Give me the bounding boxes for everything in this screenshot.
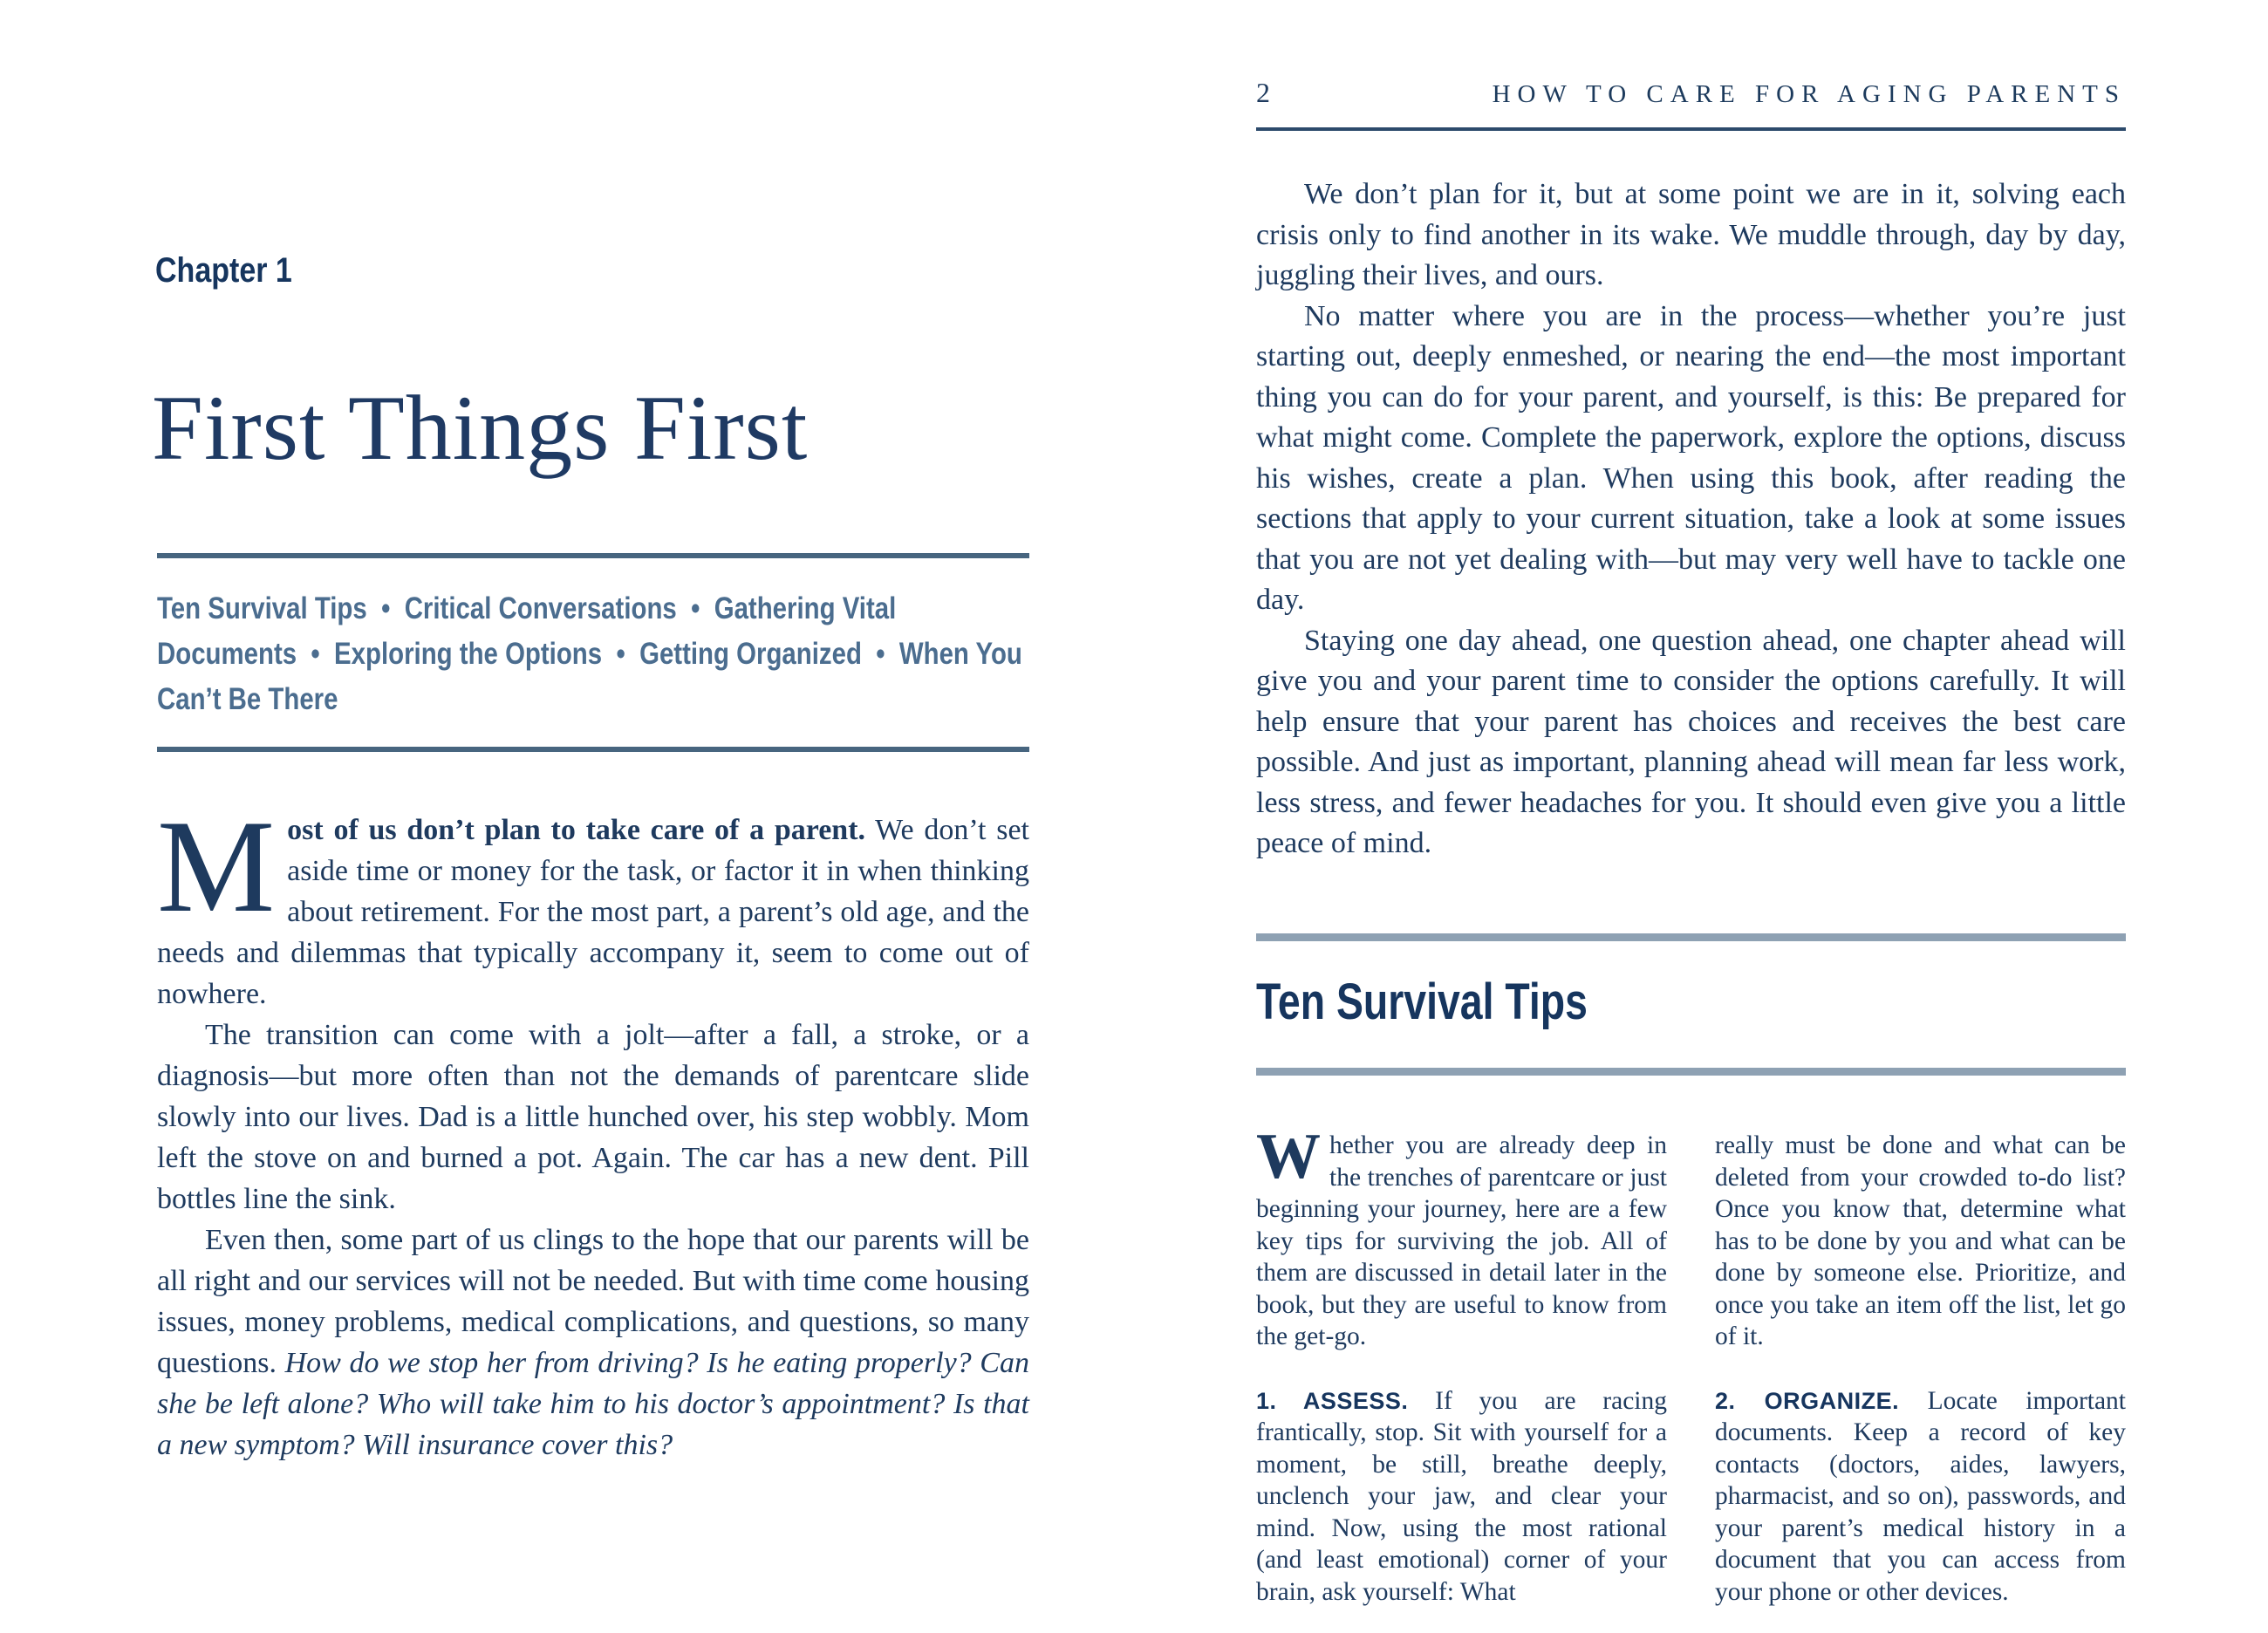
paragraph-staying-ahead: Staying one day ahead, one question ahead, one chapter ahead will give you and your parent time to consider the options carefully. It will help ensure that your parent has choices and receives the best care possible. And just as important, planning ahead will mean far less work, less stress, and fewer headaches for you. It should even give you a little peace of mind. [1256,624,2126,859]
survival-columns [1256,1121,2126,1608]
header-rule [1256,127,2126,131]
paragraph-no-matter-where: No matter where you are in the process—whether you’re just starting out, deeply enmeshed, or nearing the end—the most important thing you can do for your parent, and yourself, is this: Be prepared for what might come. Complete the paperwork, explore the options, discuss his wishes, create a plan. When using this book, after reading the sections that apply to your current situation, take a look at some issues that you are not yet dealing with—but may very well have to tackle one day. [1256,299,2126,616]
paragraph-questions [157,1220,1029,1466]
left-page-body [157,793,1029,1466]
tip-organize-label: 2. ORGANIZE. [1715,1387,1900,1414]
tip-organize [1715,1385,2126,1609]
section-intro-text: hether you are already deep in the trenches of parentcare or just beginning your journey, here are a few key tips for surviving the job. All of them are discussed in detail later in the book, but they are useful to know from the get-go. [1256,1131,1667,1350]
lead-sentence: ost of us don’t plan to take care of a parent. [287,814,866,846]
column-left [1256,1121,1668,1608]
running-header [1256,77,2126,109]
opening-paragraph-text: We don’t set aside time or money for the task, or factor it in when thinking about retirement. For the most part, a parent’s old age, and the needs and dilemmas that typically accompany it, seem to come out of nowhere. [157,814,1029,1010]
tip-assess-label: 1. ASSESS. [1256,1387,1409,1414]
section-rule-bottom [1256,1068,2126,1076]
chapter-title: First Things First [152,377,809,479]
opening-paragraph [157,793,1029,1015]
paragraph-we-dont-plan: We don’t plan for it, but at some point we are in it, solving each crisis only to find another in its wake. We muddle through, day by day, juggling their lives, and ours. [1256,178,2126,291]
chapter-topics: Ten Survival Tips • Critical Conversations • Gathering Vital Documents • Exploring the Options • Getting Organized • When You Can’t Be There [157,591,1022,716]
running-head-title: HOW TO CARE FOR AGING PARENTS [1492,80,2126,108]
column-right [1715,1130,2126,1608]
survival-tips-section [1256,933,2126,1608]
dropcap-w: W [1256,1121,1321,1192]
section-intro [1256,1121,1667,1353]
paragraph-questions-text: Even then, some part of us clings to the hope that our parents will be all right and our services will not be needed. But with time come housing issues, money problems, medical complications, and questions, so many questions. [157,1224,1029,1379]
right-page-body [1256,174,2126,864]
chapter-label: Chapter 1 [155,251,292,290]
section-heading: Ten Survival Tips [1256,974,1588,1030]
italic-questions: How do we stop her from driving? Is he eating properly? Can she be left alone? Who will take him to his doctor’s appointment? Is that a new symptom? Will insurance cover this? [157,1347,1029,1461]
tip-assess-continued: really must be done and what can be deleted from your crowded to-do list? Once you know that, determine what has to be done by you and what can be done by someone else. Prioritize, and once you take an item off the list, let go of it. [1715,1131,2126,1350]
dropcap-m: M [157,793,276,939]
page-number: 2 [1256,77,1270,108]
tip-assess [1256,1385,1667,1609]
topics-rule-bottom [157,747,1029,752]
topics-rule-top [157,553,1029,558]
tip-assess-text: If you are racing frantically, stop. Sit with yourself for a moment, be still, breathe deeply, unclench your jaw, and clear your mind. Now, using the most rational (and least emotional) corner of your brain, ask yourself: What [1256,1386,1668,1606]
tip-organize-text: Locate important documents. Keep a record of key contacts (doctors, aides, lawyers, pharmacist, and so on), passwords, and your parent’s medical history in a document that you can access from your phone or other devices. [1715,1386,2126,1606]
section-rule-top [1256,933,2126,941]
paragraph-transition: The transition can come with a jolt—after a fall, a stroke, or a diagnosis—but more often than not the demands of parentcare slide slowly into our lives. Dad is a little hunched over, his step wobbly. Mom left the stove on and burned a pot. Again. The car has a new dent. Pill bottles line the sink. [157,1019,1029,1215]
